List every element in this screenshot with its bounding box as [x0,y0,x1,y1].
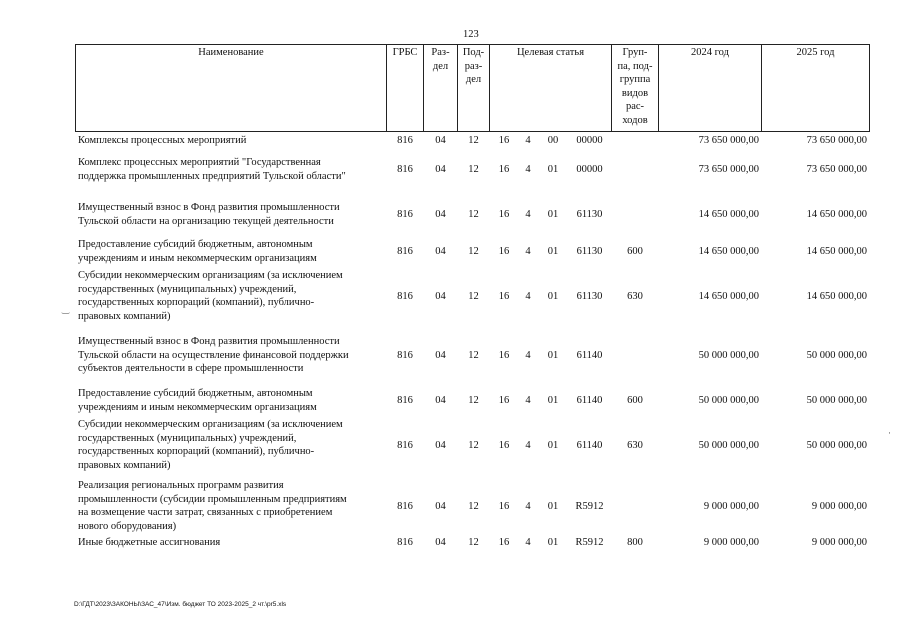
cell-target-type: 4 [525,164,531,175]
cell-name-line: Имущественный взнос в Фонд развития промышленности [78,202,340,213]
cell-podrazdel: 12 [468,135,479,146]
cell-name-line: Субсидии некоммерческим организациям (за исключением [78,419,343,430]
header-group: Груп- па, под- группа видов рас- ходов [617,47,653,126]
cell-target-type: 4 [525,209,531,220]
cell-name-line: государственных (муниципальных) учреждений, [78,432,297,444]
cell-target-program: 16 [498,135,510,146]
cell-target-structure: 00 [547,135,559,146]
cell-name-line: государственных корпораций (компаний), публично- [78,297,315,308]
cell-grbs: 816 [397,209,413,220]
cell-expense-group: 630 [627,440,643,451]
cell-name-line: поддержка промышленных предприятий Тульской области" [78,170,346,182]
cell-target-direction: 61140 [576,395,603,406]
cell-name-line: субъектов деятельности в сфере промышленности [78,363,304,374]
cell-amount-2025: 14 650 000,00 [806,291,867,302]
file-path-footer: D:\ГДТ\2023\ЗАКОНЫ\ЗАС_47\Изм. бюджет ТО 2023-2025_2 чт.\pr5.xls [74,601,287,608]
cell-grbs: 816 [397,350,413,361]
cell-razdel: 04 [435,164,446,175]
cell-target-structure: 01 [547,501,559,512]
cell-target-program: 16 [498,246,510,257]
cell-target-program: 16 [498,537,510,548]
table-header-bottom-border [75,131,870,132]
cell-name-line: Предоставление субсидий бюджетным, автономным [78,239,313,250]
header-year-2024: 2024 год [691,47,729,58]
margin-mark: ‿ [62,304,70,314]
cell-name-line: правовых компаний) [78,310,171,322]
cell-grbs: 816 [397,164,413,175]
cell-grbs: 816 [397,291,413,302]
cell-amount-2025: 9 000 000,00 [811,501,867,512]
cell-target-type: 4 [525,246,531,257]
cell-target-direction: 61140 [576,440,603,451]
cell-amount-2025: 50 000 000,00 [806,350,867,361]
cell-amount-2024: 73 650 000,00 [698,135,759,146]
cell-target-structure: 01 [547,246,559,257]
cell-target-direction: 61130 [576,291,603,302]
cell-name [78,418,388,472]
cell-name-line: Предоставление субсидий бюджетным, автономным [78,388,313,399]
cell-grbs: 816 [397,395,413,406]
cell-amount-2024: 50 000 000,00 [698,440,759,451]
cell-razdel: 04 [435,537,446,548]
cell-target-structure: 01 [547,537,559,548]
cell-podrazdel: 12 [468,246,479,257]
cell-name-line: Комплекс процессных мероприятий "Государственная [78,157,321,168]
cell-target-direction: R5912 [575,501,604,512]
cell-amount-2025: 9 000 000,00 [811,537,867,548]
cell-target-type: 4 [525,350,531,361]
cell-target-direction: 00000 [576,135,603,146]
cell-target-direction: R5912 [575,537,604,548]
header-target: Целевая статья [516,47,585,58]
cell-name [78,479,388,533]
cell-name-line: Субсидии некоммерческим организациям (за исключением [78,270,343,281]
cell-target-structure: 01 [547,350,559,361]
cell-name [78,134,388,148]
cell-name-line: Имущественный взнос в Фонд развития промышленности [78,336,340,347]
cell-amount-2024: 50 000 000,00 [698,350,759,361]
cell-amount-2024: 73 650 000,00 [698,164,759,175]
header-podrazdel: Под- раз- дел [462,47,485,85]
cell-amount-2024: 14 650 000,00 [698,209,759,220]
cell-name-line: промышленности (субсидии промышленным предприятиям [78,493,347,505]
cell-target-program: 16 [498,291,510,302]
header-razdel: Раз- дел [431,47,450,72]
cell-podrazdel: 12 [468,395,479,406]
cell-target-type: 4 [525,395,531,406]
cell-target-type: 4 [525,501,531,512]
cell-podrazdel: 12 [468,537,479,548]
cell-target-direction: 61130 [576,246,603,257]
cell-razdel: 04 [435,291,446,302]
header-grbs: ГРБС [392,47,418,58]
cell-grbs: 816 [397,501,413,512]
cell-name-line: Тульской области на осуществление финансовой поддержки [78,349,349,361]
cell-amount-2024: 50 000 000,00 [698,395,759,406]
cell-target-type: 4 [525,440,531,451]
cell-amount-2025: 14 650 000,00 [806,246,867,257]
cell-podrazdel: 12 [468,164,479,175]
cell-name [78,335,388,376]
header-name: Наименование [198,47,264,58]
cell-name-line: государственных (муниципальных) учреждений, [78,283,297,295]
cell-name-line: учреждениям и иным некоммерческим организациям [78,252,317,264]
cell-amount-2024: 9 000 000,00 [703,537,759,548]
cell-expense-group: 630 [627,291,643,302]
cell-target-direction: 00000 [576,164,603,175]
header-year-2025: 2025 год [796,47,835,58]
cell-target-program: 16 [498,209,510,220]
cell-grbs: 816 [397,440,413,451]
col-divider [869,44,870,132]
cell-target-program: 16 [498,395,510,406]
cell-expense-group: 800 [627,537,643,548]
cell-target-structure: 01 [547,291,559,302]
cell-razdel: 04 [435,440,446,451]
cell-razdel: 04 [435,135,446,146]
cell-amount-2024: 14 650 000,00 [698,291,759,302]
cell-name-line: Комплексы процессных мероприятий [78,135,247,146]
cell-expense-group: 600 [627,246,643,257]
cell-podrazdel: 12 [468,501,479,512]
cell-name-line: Иные бюджетные ассигнования [78,537,221,548]
cell-target-direction: 61140 [576,350,603,361]
cell-expense-group: 600 [627,395,643,406]
cell-target-type: 4 [525,291,531,302]
cell-name-line: на возмещение части затрат, связанных с приобретением [78,507,333,518]
cell-target-direction: 61130 [576,209,603,220]
cell-podrazdel: 12 [468,350,479,361]
cell-name [78,201,388,228]
cell-podrazdel: 12 [468,209,479,220]
table-top-border [75,44,870,45]
cell-razdel: 04 [435,209,446,220]
cell-amount-2025: 14 650 000,00 [806,209,867,220]
cell-name [78,238,388,265]
cell-name-line: Реализация региональных программ развития [78,480,284,491]
cell-target-type: 4 [525,135,531,146]
cell-name [78,536,388,550]
cell-target-program: 16 [498,350,510,361]
cell-target-structure: 01 [547,395,559,406]
cell-name-line: государственных корпораций (компаний), публично- [78,446,315,457]
cell-name-line: учреждениям и иным некоммерческим организациям [78,401,317,413]
margin-mark: · [888,428,891,438]
cell-name [78,156,388,183]
cell-razdel: 04 [435,395,446,406]
cell-amount-2025: 73 650 000,00 [806,135,867,146]
cell-target-program: 16 [498,440,510,451]
cell-grbs: 816 [397,246,413,257]
cell-amount-2024: 9 000 000,00 [703,501,759,512]
cell-target-type: 4 [525,537,531,548]
cell-name-line: правовых компаний) [78,459,171,471]
cell-name-line: нового оборудования) [78,520,177,532]
cell-target-structure: 01 [547,440,559,451]
cell-podrazdel: 12 [468,291,479,302]
cell-amount-2024: 14 650 000,00 [698,246,759,257]
cell-target-structure: 01 [547,209,559,220]
cell-amount-2025: 50 000 000,00 [806,395,867,406]
page-number: 123 [463,29,479,40]
cell-name-line: Тульской области на организацию текущей деятельности [78,215,334,227]
cell-name [78,269,388,323]
cell-razdel: 04 [435,246,446,257]
cell-amount-2025: 50 000 000,00 [806,440,867,451]
cell-razdel: 04 [435,501,446,512]
cell-target-program: 16 [498,501,510,512]
cell-name [78,387,388,414]
cell-amount-2025: 73 650 000,00 [806,164,867,175]
cell-target-structure: 01 [547,164,559,175]
cell-grbs: 816 [397,135,413,146]
cell-podrazdel: 12 [468,440,479,451]
cell-grbs: 816 [397,537,413,548]
cell-razdel: 04 [435,350,446,361]
cell-target-program: 16 [498,164,510,175]
